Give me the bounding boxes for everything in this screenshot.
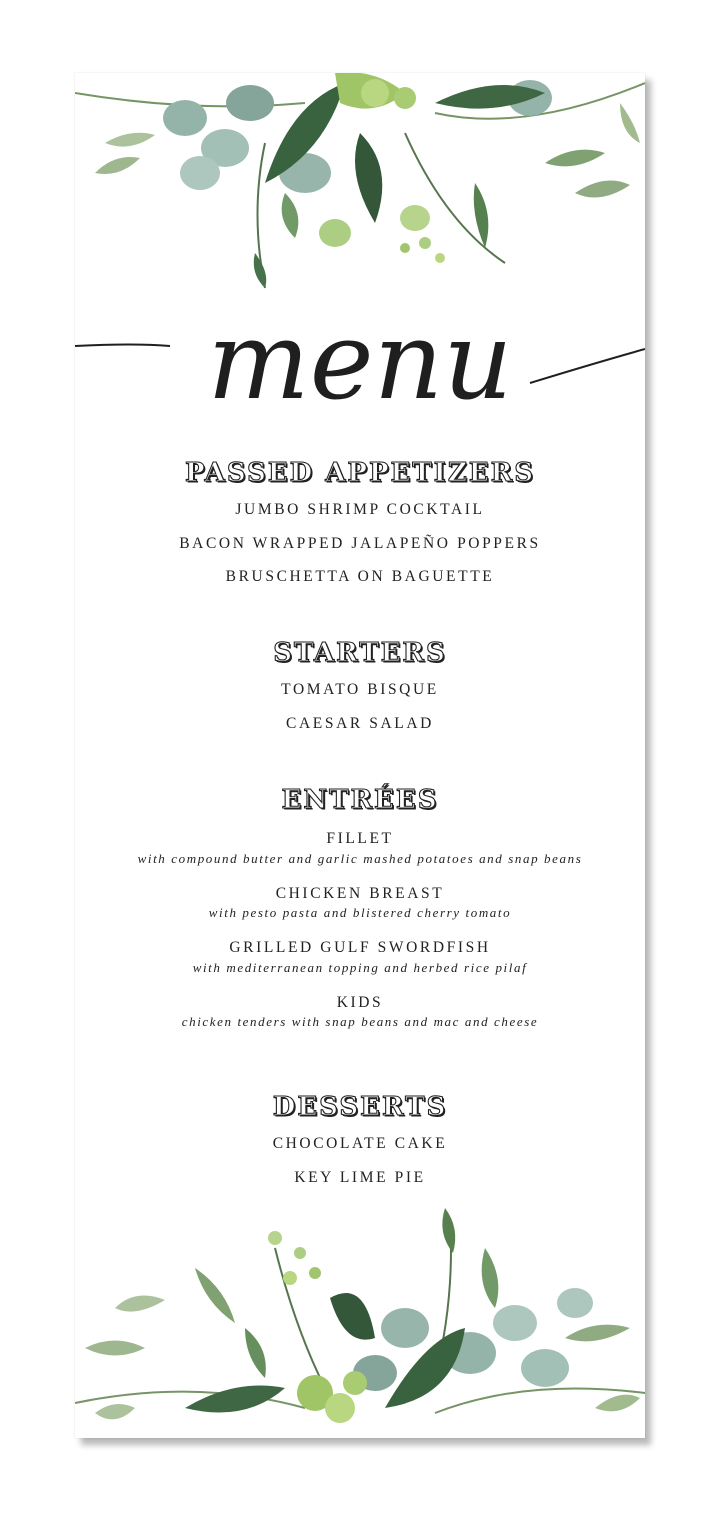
entree-description: with compound butter and garlic mashed potatoes and snap beans [137, 850, 583, 866]
menu-item: BACON WRAPPED JALAPEÑO POPPERS [179, 534, 541, 552]
section-heading-desserts: DESSERTS [272, 1092, 448, 1122]
top-foliage-decoration [75, 73, 645, 303]
bottom-foliage-decoration [75, 1208, 645, 1438]
section-appetizers [75, 460, 645, 585]
section-desserts [75, 1094, 645, 1185]
entree-name: KIDS [336, 993, 384, 1011]
menu-item: CAESAR SALAD [286, 714, 434, 732]
section-heading-entrees: ENTRÉES [281, 785, 439, 815]
menu-item: CHOCOLATE CAKE [272, 1135, 448, 1152]
menu-item: TOMATO BISQUE [281, 681, 439, 698]
menu-item: BRUSCHETTA ON BAGUETTE [225, 568, 495, 585]
entree-name: GRILLED GULF SWORDFISH [229, 939, 491, 956]
menu-title [75, 313, 645, 423]
section-entrees [75, 787, 645, 1028]
menu-title-text: menu [207, 313, 513, 423]
section-heading-starters: STARTERS [273, 638, 447, 668]
section-heading-appetizers: PASSED APPETIZERS [184, 458, 535, 488]
entree-name: FILLET [326, 830, 394, 847]
menu-card [75, 73, 645, 1438]
entree-description: with mediterranean topping and herbed rice pilaf [192, 959, 528, 975]
menu-item: KEY LIME PIE [294, 1168, 426, 1186]
section-starters [75, 640, 645, 731]
entree-description: chicken tenders with snap beans and mac and cheese [181, 1014, 539, 1029]
entree-name: CHICKEN BREAST [275, 884, 445, 902]
entree-description: with pesto pasta and blistered cherry tomato [208, 905, 512, 920]
menu-item: JUMBO SHRIMP COCKTAIL [235, 501, 485, 518]
